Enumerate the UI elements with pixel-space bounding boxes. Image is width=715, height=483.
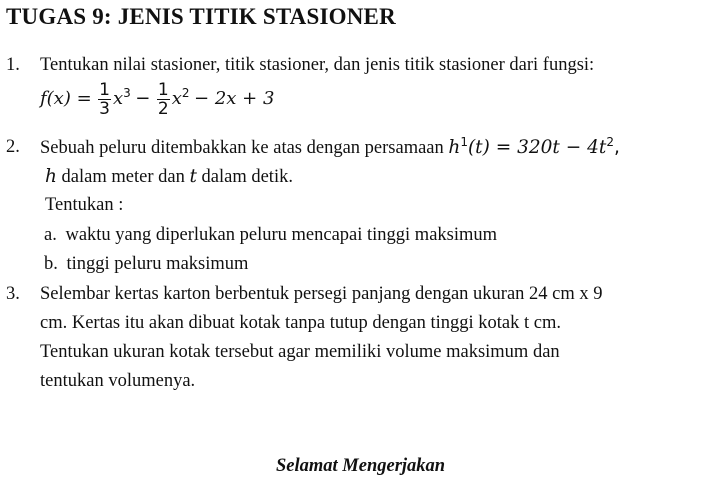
list-marker: a. [44, 225, 57, 245]
formula-exponent: 2 [181, 86, 190, 101]
question-text-line: Selembar kertas karton berbentuk persegi panjang dengan ukuran 24 cm x 9 [40, 284, 603, 304]
formula-lhs: f(x) = [40, 88, 92, 110]
question-number: 2. [6, 137, 20, 157]
formula-rest: − 2x + 3 [194, 88, 275, 110]
list-item [44, 254, 248, 275]
equation-superscript: 1 [460, 135, 468, 149]
equation-var: h [448, 137, 461, 158]
question-text: Tentukan nilai stasioner, titik stasioner, dan jenis titik stasioner dari fungsi: [40, 55, 595, 75]
fraction-denominator: 3 [99, 99, 110, 119]
question-text-line: Tentukan ukuran kotak tersebut agar memiliki volume maksimum dan [40, 342, 560, 362]
list-marker: b. [44, 254, 58, 274]
inline-var: h [45, 166, 57, 187]
projectile-equation [448, 137, 619, 158]
question-text-line: tentukan volumenya. [40, 371, 196, 391]
formula-operator: − [135, 88, 151, 110]
equation-rest: (t) = 320t − 4t [467, 137, 607, 158]
tentukan-label: Tentukan : [45, 195, 124, 215]
equation-exponent: 2 [606, 135, 614, 149]
formula-exponent: 3 [123, 86, 131, 101]
equation-comma: , [613, 137, 620, 158]
fraction-numerator: 1 [157, 80, 169, 100]
list-item-text: tinggi peluru maksimum [66, 254, 249, 274]
fraction-one-third [98, 82, 111, 118]
closing-text: Selamat Mengerjakan [276, 456, 446, 476]
fraction-one-half [157, 82, 170, 118]
formula-variable: x [113, 88, 124, 110]
question-text-line: cm. Kertas itu akan dibuat kotak tanpa tutup dengan tinggi kotak t cm. [40, 313, 561, 333]
page-title: TUGAS 9: JENIS TITIK STASIONER [6, 4, 396, 29]
list-item [44, 225, 497, 246]
fraction-denominator: 2 [157, 99, 169, 119]
function-formula [40, 82, 274, 118]
formula-variable: x [171, 88, 182, 110]
question-text-line [45, 166, 293, 188]
question-text-line [40, 137, 620, 159]
fraction-numerator: 1 [99, 80, 110, 100]
question-text: Sebuah peluru ditembakkan ke atas dengan persamaan [40, 138, 444, 158]
inline-text: dalam meter dan [56, 167, 190, 187]
question-number: 1. [6, 55, 20, 75]
list-item-text: waktu yang diperlukan peluru mencapai tinggi maksimum [65, 225, 498, 245]
question-number: 3. [6, 284, 20, 304]
inline-var: t [189, 166, 197, 187]
inline-text: dalam detik. [196, 167, 293, 187]
